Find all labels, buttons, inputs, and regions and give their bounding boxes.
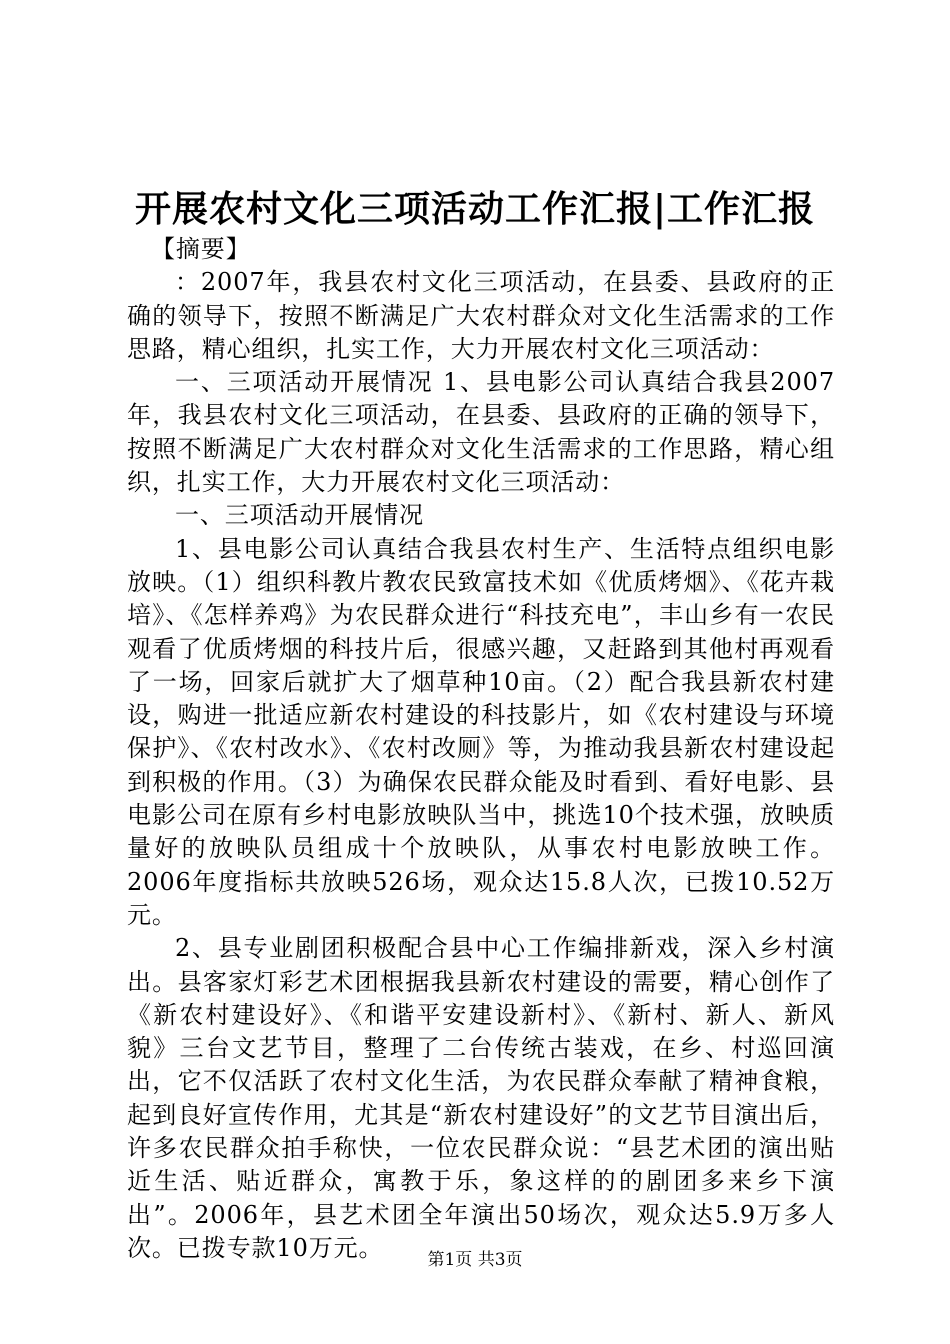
body-paragraph: 1、县电影公司认真结合我县农村生产、生活特点组织电影放映。（1）组织科教片教农民致富技术如《优质烤烟》、《花卉栽培》、《怎样养鸡》为农民群众进行“科技充电”，丰山乡有一农民观看了优质烤烟的科技片后，很感兴趣，又赶路到其他村再观看了一场，回家后就扩大了烟草种10亩。（2）配合我县新农村建设，购进一批适应新农村建设的科技影片，如《农村建设与环境保护》、《农村改水》、《农村改厕》等，为推动我县新农村建设起到积极的作用。（3）为确保农民群众能及时看到、看好电影、县电影公司在原有乡村电影放映队当中，挑选10个技术强，放映质量好的放映队员组成十个放映队，从事农村电影放映工作。2006年度指标共放映526场，观众达15.8人次，已拨10.52万元。 bbox=[127, 534, 835, 929]
body-paragraph: 2、县专业剧团积极配合县中心工作编排新戏，深入乡村演出。县客家灯彩艺术团根据我县新农村建设的需要，精心创作了《新农村建设好》、《和谐平安建设新村》、《新村、新人、新风貌》三台文艺节目，整理了二台传统古装戏，在乡、村巡回演出，它不仅活跃了农村文化生活，为农民群众奉献了精神食粮，起到良好宣传作用，尤其是“新农村建设好”的文艺节目演出后，许多农民群众拍手称快，一位农民群众说：“县艺术团的演出贴近生活、贴近群众，寓教于乐，象这样的的剧团多来乡下演出”。2006年，县艺术团全年演出50场次，观众达5.9万多人次。已拨专款10万元。 bbox=[127, 934, 835, 1262]
body-paragraph: 一、三项活动开展情况 1、县电影公司认真结合我县2007年，我县农村文化三项活动，在县委、县政府的正确的领导下，按照不断满足广大农村群众对文化生活需求的工作思路，精心组织，扎实工作，大力开展农村文化三项活动： bbox=[127, 368, 835, 497]
abstract-label: 【摘要】 bbox=[151, 235, 251, 263]
document-body bbox=[127, 233, 835, 1265]
page-indicator: 第1页 共3页 bbox=[427, 1250, 523, 1270]
abstract-paragraph: ：2007年，我县农村文化三项活动，在县委、县政府的正确的领导下，按照不断满足广大农村群众对文化生活需求的工作思路，精心组织，扎实工作，大力开展农村文化三项活动： bbox=[127, 268, 835, 363]
document-title: 开展农村文化三项活动工作汇报|工作汇报 bbox=[134, 188, 816, 230]
section-heading: 一、三项活动开展情况 bbox=[175, 501, 424, 530]
